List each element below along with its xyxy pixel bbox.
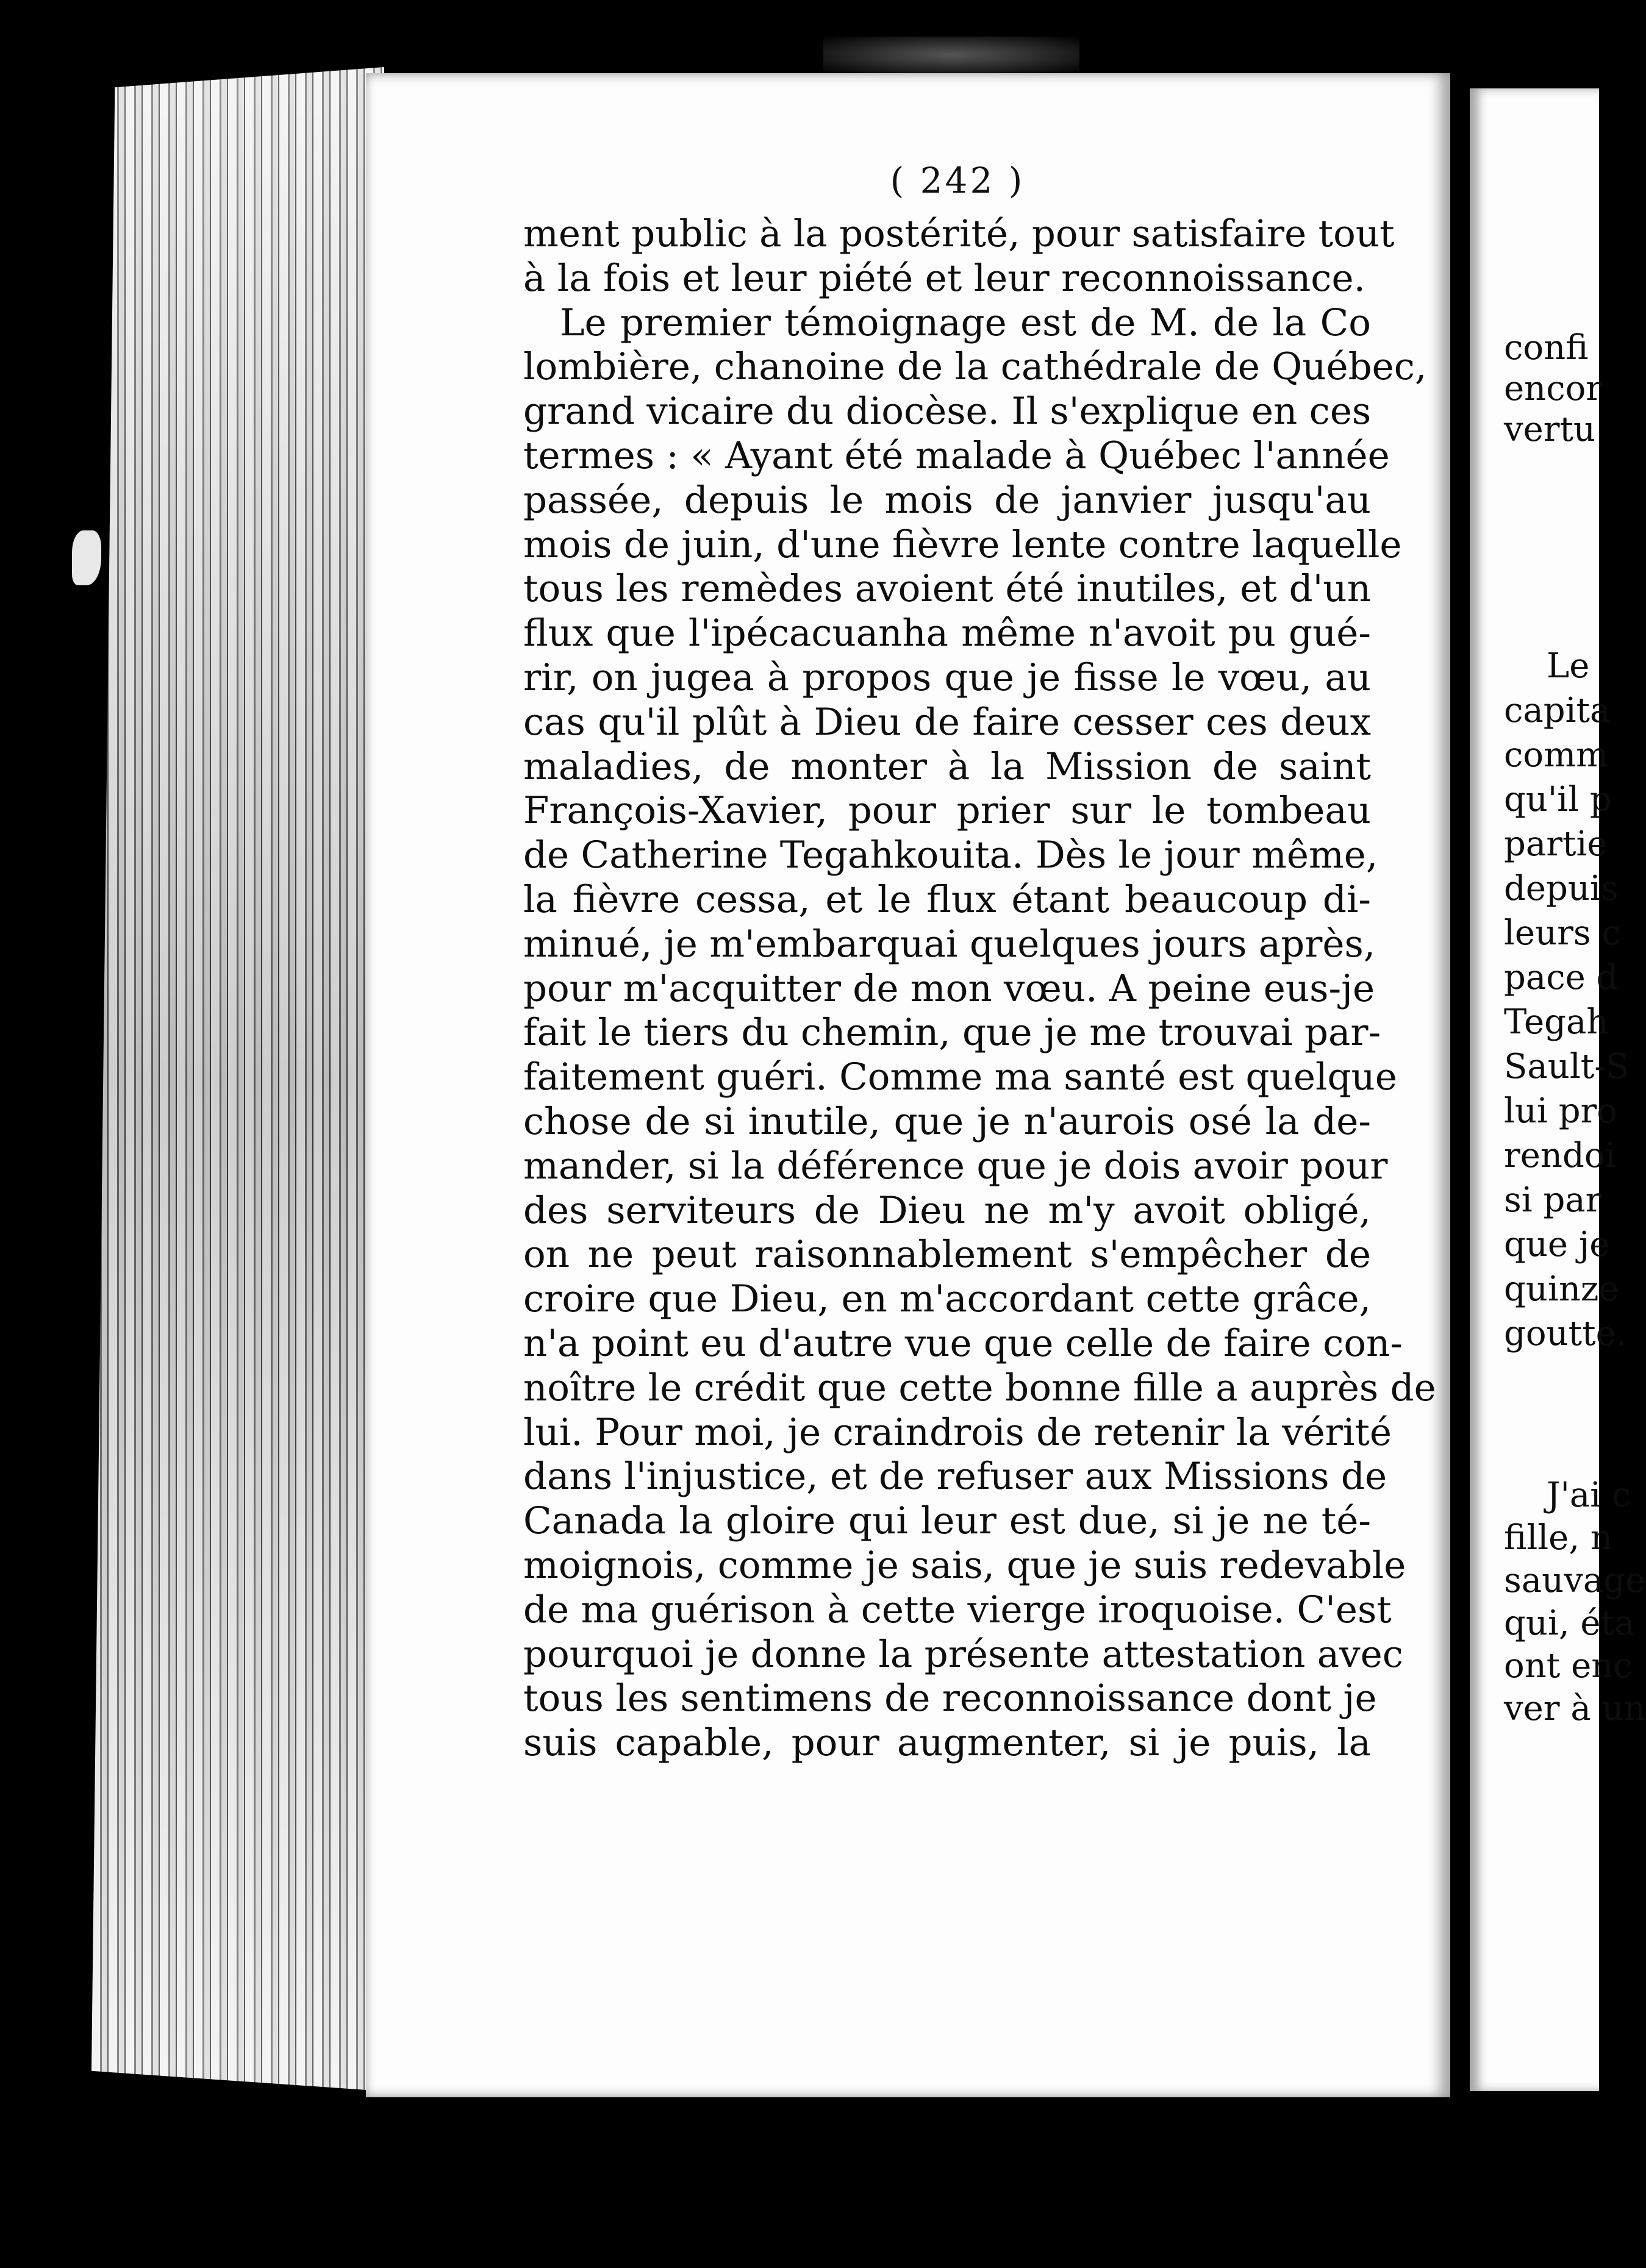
book-gutter	[1450, 61, 1471, 2109]
facing-text-line: sauvage	[1504, 1561, 1646, 1600]
text-line: n'a point eu d'autre vue que celle de faire con-	[523, 1321, 1403, 1365]
page-number: ( 242 )	[890, 160, 1025, 201]
text-line: ment public à la postérité, pour satisfaire tout	[523, 212, 1395, 255]
text-line: lombière, chanoine de la cathédrale de Québec,	[523, 345, 1427, 389]
facing-text-line: fille, n	[1504, 1518, 1612, 1558]
text-line: François-Xavier, pour prier sur le tombeau	[523, 789, 1371, 833]
text-line: chose de si inutile, que je n'aurois osé la de-	[523, 1099, 1371, 1143]
text-line: à la fois et leur piété et leur reconnoissance.	[523, 256, 1365, 300]
text-line: mois de juin, d'une fièvre lente contre laquelle	[523, 522, 1402, 566]
scan-top-shadow	[823, 37, 1079, 73]
facing-text-line: leurs c	[1504, 913, 1621, 953]
facing-text-line: capita	[1504, 691, 1611, 730]
text-line: la fièvre cessa, et le flux étant beaucoup di-	[523, 877, 1371, 921]
facing-text-line: partie	[1504, 824, 1608, 864]
scan-speck	[72, 530, 101, 585]
text-line: maladies, de monter à la Mission de saint	[523, 744, 1371, 788]
text-line: Canada la gloire qui leur est due, si je ne té-	[523, 1499, 1371, 1543]
text-line: fait le tiers du chemin, que je me trouvai par-	[523, 1011, 1381, 1055]
text-line: on ne peut raisonnablement s'empêcher de	[523, 1233, 1371, 1277]
facing-text-line: depuis	[1504, 869, 1619, 908]
facing-text-line: qui, éta	[1504, 1603, 1635, 1643]
facing-text-line: lui pro	[1504, 1091, 1618, 1131]
facing-text-line: comm	[1504, 735, 1609, 775]
text-line: grand vicaire du diocèse. Il s'explique en ces	[523, 390, 1372, 433]
text-line: suis capable, pour augmenter, si je puis, la	[523, 1721, 1371, 1765]
text-line: passée, depuis le mois de janvier jusqu'au	[523, 478, 1371, 522]
text-line: mander, si la déférence que je dois avoir pour	[523, 1144, 1388, 1188]
facing-text-line: vertu	[1504, 410, 1596, 449]
text-line: rir, on jugea à propos que je fisse le vœu, au	[523, 655, 1371, 699]
facing-text-line: rendoi	[1504, 1136, 1616, 1175]
facing-text-line: J'ai c	[1547, 1475, 1631, 1515]
facing-text-line: qu'il p	[1504, 780, 1612, 819]
facing-text-line: quinze	[1504, 1269, 1619, 1309]
text-line: de ma guérison à cette vierge iroquoise. C'est	[523, 1588, 1392, 1631]
text-line: lui. Pour moi, je craindrois de retenir la vérité	[523, 1410, 1392, 1454]
text-line: dans l'injustice, et de refuser aux Missions de	[523, 1455, 1387, 1499]
facing-text-line: si par	[1504, 1180, 1602, 1220]
facing-text-line: ver à un	[1504, 1689, 1646, 1728]
facing-text-line: encor	[1504, 369, 1603, 408]
text-line: croire que Dieu, en m'accordant cette grâce,	[523, 1277, 1371, 1321]
facing-text-line: ont enc	[1504, 1646, 1633, 1686]
facing-text-line: Sault-S	[1504, 1047, 1630, 1086]
facing-text-line: que je	[1504, 1225, 1610, 1264]
facing-text-line: goutte.	[1504, 1314, 1627, 1353]
text-line: des serviteurs de Dieu ne m'y avoit obligé,	[523, 1188, 1371, 1232]
text-line: noître le crédit que cette bonne fille a auprès de	[523, 1366, 1436, 1410]
text-line: moignois, comme je sais, que je suis redevable	[523, 1543, 1406, 1587]
text-line: flux que l'ipécacuanha même n'avoit pu gué-	[523, 612, 1371, 655]
facing-text-line: Le	[1547, 646, 1590, 686]
facing-text-line: confi	[1504, 328, 1589, 368]
facing-text-line: pace d	[1504, 958, 1619, 997]
text-line: pourquoi je donne la présente attestation avec	[523, 1632, 1403, 1676]
text-line: faitement guéri. Comme ma santé est quelque	[523, 1055, 1397, 1099]
text-line: de Catherine Tegahkouita. Dès le jour même,	[523, 833, 1378, 877]
text-line: cas qu'il plût à Dieu de faire cesser ces deux	[523, 700, 1371, 744]
text-line: tous les remèdes avoient été inutiles, et d'un	[523, 567, 1371, 611]
text-line: minué, je m'embarquai quelques jours après,	[523, 922, 1376, 966]
facing-text-line: Tegah	[1504, 1002, 1609, 1042]
text-line: tous les sentimens de reconnoissance dont je	[523, 1677, 1377, 1721]
book-page-edges	[91, 67, 384, 2091]
main-page-text	[523, 212, 1436, 1766]
text-line: Le premier témoignage est de M. de la Co	[560, 301, 1371, 344]
text-line: pour m'acquitter de mon vœu. A peine eus-je	[523, 966, 1375, 1010]
text-line: termes : « Ayant été malade à Québec l'année	[523, 433, 1390, 477]
